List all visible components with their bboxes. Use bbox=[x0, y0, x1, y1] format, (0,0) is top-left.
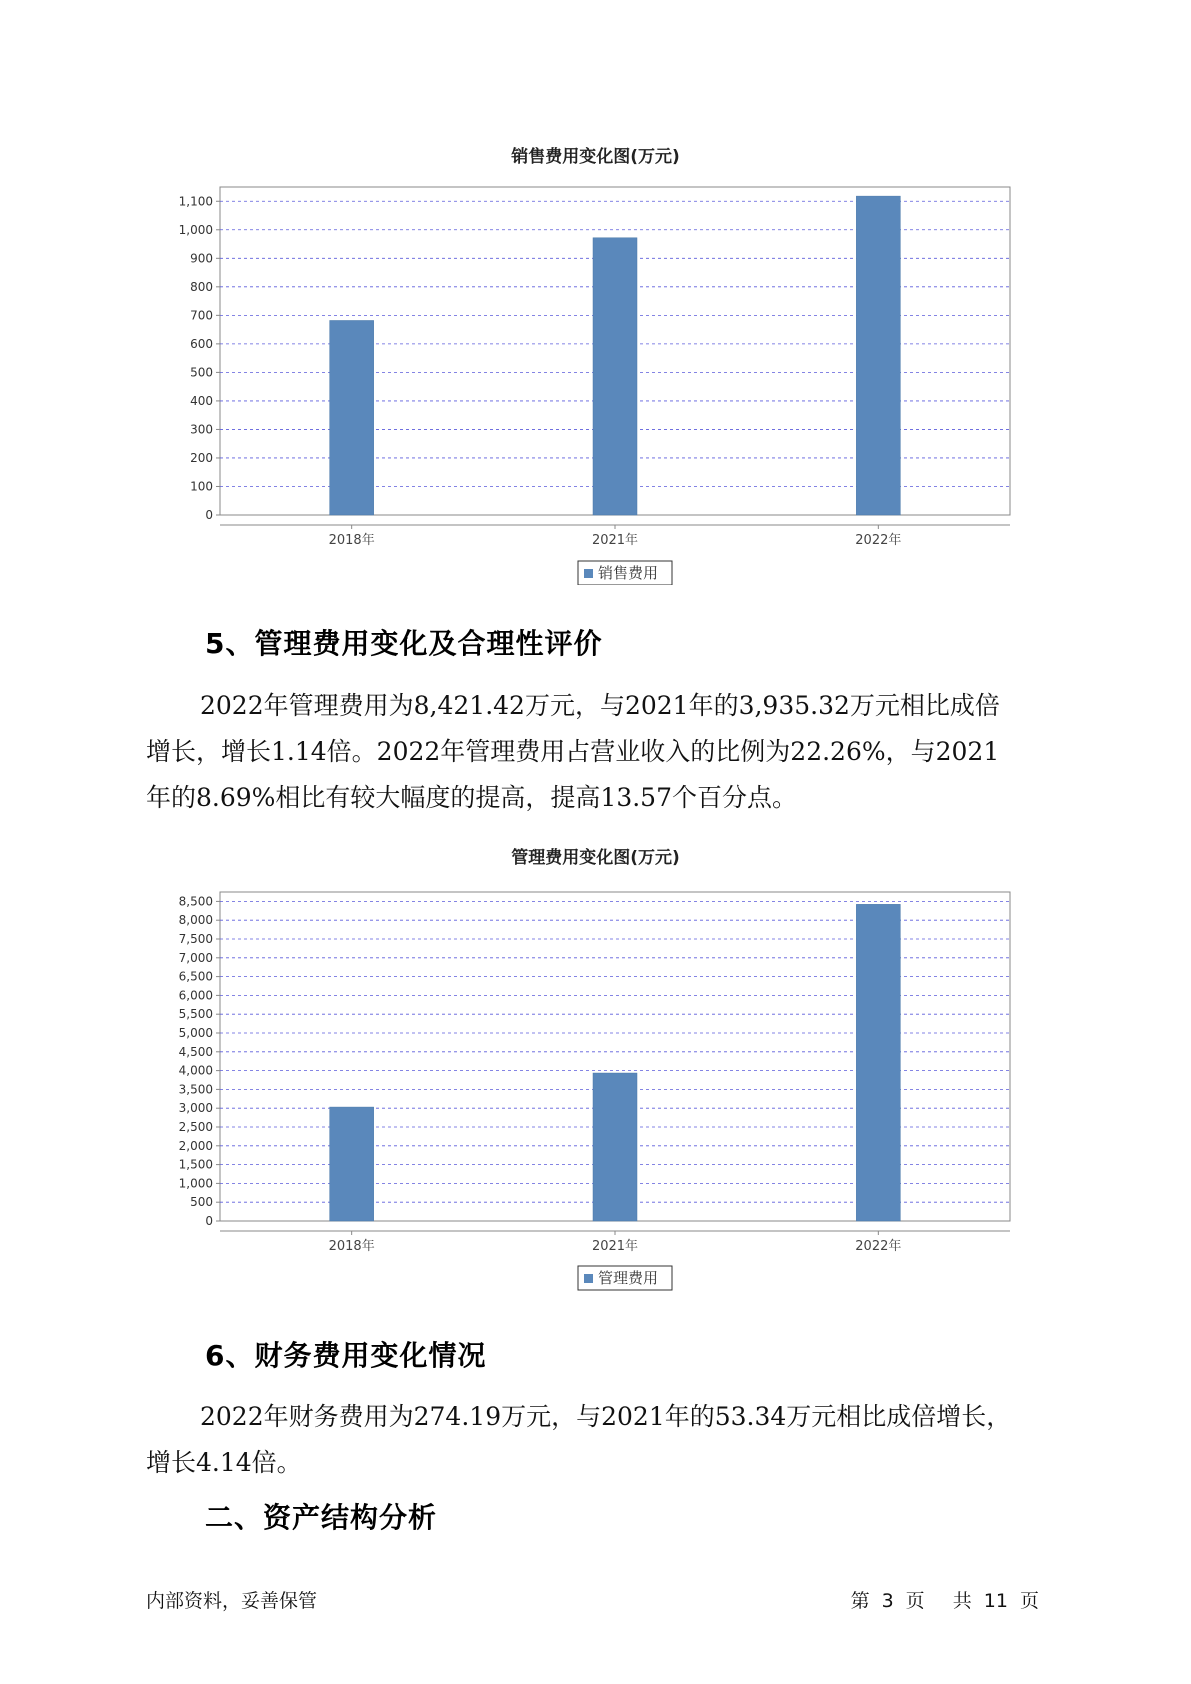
sales-expense-chart bbox=[0, 165, 1191, 585]
y-tick-label: 3,000 bbox=[178, 1101, 213, 1116]
y-tick-label: 1,100 bbox=[178, 194, 213, 209]
x-tick-label: 2022年 bbox=[855, 533, 902, 548]
total-pages: 11 bbox=[983, 1590, 1008, 1612]
y-tick-label: 0 bbox=[205, 508, 213, 522]
paragraph-line: 2022年管理费用为8,421.42万元，与2021年的3,935.32万元相比成倍 bbox=[200, 691, 1000, 720]
y-tick-label: 500 bbox=[190, 365, 213, 380]
bar bbox=[856, 196, 900, 515]
y-tick-label: 600 bbox=[190, 336, 213, 351]
y-tick-label: 8,500 bbox=[178, 894, 213, 909]
sales-chart-title: 销售费用变化图(万元) bbox=[511, 147, 680, 167]
x-tick-label: 2021年 bbox=[591, 533, 639, 548]
y-tick-label: 6,000 bbox=[178, 988, 213, 1003]
admin-chart-title: 管理费用变化图(万元) bbox=[511, 848, 680, 868]
y-tick-label: 6,500 bbox=[178, 969, 213, 984]
y-tick-label: 100 bbox=[190, 479, 213, 494]
paragraph-line: 增长4.14倍。 bbox=[146, 1448, 302, 1477]
x-tick-label: 2018年 bbox=[328, 1239, 375, 1254]
y-tick-label: 400 bbox=[190, 393, 213, 408]
bar bbox=[593, 1073, 637, 1221]
section-two-heading: 二、资产结构分析 bbox=[205, 1501, 438, 1534]
footer-page-info bbox=[845, 1586, 1045, 1613]
bar bbox=[593, 238, 637, 515]
legend-swatch bbox=[584, 569, 593, 578]
y-tick-label: 5,000 bbox=[178, 1026, 213, 1040]
total-word: 页 bbox=[1019, 1590, 1039, 1612]
y-tick-label: 5,500 bbox=[178, 1007, 213, 1022]
page-prefix: 第 bbox=[850, 1590, 870, 1612]
paragraph-line: 年的8.69%相比有较大幅度的提高，提高13.57个百分点。 bbox=[146, 783, 797, 812]
section-6-heading: 6、财务费用变化情况 bbox=[205, 1339, 487, 1372]
y-tick-label: 3,500 bbox=[178, 1082, 213, 1097]
section-6-paragraph bbox=[146, 1394, 1046, 1486]
paragraph-line: 增长，增长1.14倍。2022年管理费用占营业收入的比例为22.26%，与2021 bbox=[146, 737, 1000, 766]
total-prefix: 共 bbox=[952, 1590, 972, 1612]
y-tick-label: 7,500 bbox=[178, 932, 213, 946]
y-tick-label: 1,500 bbox=[178, 1157, 213, 1172]
legend-label: 销售费用 bbox=[598, 564, 659, 582]
y-tick-label: 2,500 bbox=[178, 1120, 213, 1134]
x-tick-label: 2022年 bbox=[855, 1239, 902, 1254]
bar bbox=[330, 1107, 374, 1221]
y-tick-label: 0 bbox=[205, 1214, 213, 1228]
section-5-paragraph bbox=[146, 683, 1046, 821]
y-tick-label: 7,000 bbox=[178, 950, 213, 965]
footer-confidential: 内部资料，妥善保管 bbox=[146, 1590, 318, 1612]
y-tick-label: 900 bbox=[190, 251, 213, 266]
y-tick-label: 4,500 bbox=[178, 1044, 213, 1059]
bar bbox=[856, 904, 900, 1221]
y-tick-label: 700 bbox=[190, 308, 213, 323]
page-word: 页 bbox=[905, 1590, 925, 1612]
y-tick-label: 4,000 bbox=[178, 1063, 213, 1078]
page-number: 3 bbox=[881, 1590, 894, 1612]
y-tick-label: 200 bbox=[190, 450, 213, 465]
x-tick-label: 2021年 bbox=[591, 1239, 639, 1254]
x-tick-label: 2018年 bbox=[328, 533, 375, 548]
legend-swatch bbox=[584, 1274, 593, 1283]
legend bbox=[578, 561, 672, 585]
y-tick-label: 500 bbox=[190, 1195, 213, 1210]
section-5-heading: 5、管理费用变化及合理性评价 bbox=[205, 627, 603, 660]
y-tick-label: 8,000 bbox=[178, 913, 213, 928]
legend-label: 管理费用 bbox=[598, 1269, 659, 1287]
y-tick-label: 1,000 bbox=[178, 1176, 213, 1191]
y-tick-label: 2,000 bbox=[178, 1138, 213, 1153]
y-tick-label: 1,000 bbox=[178, 222, 213, 237]
y-tick-label: 300 bbox=[190, 422, 213, 437]
admin-expense-chart bbox=[0, 866, 1191, 1306]
paragraph-line: 2022年财务费用为274.19万元，与2021年的53.34万元相比成倍增长， bbox=[200, 1402, 1012, 1431]
bar bbox=[330, 320, 374, 515]
y-tick-label: 800 bbox=[190, 279, 213, 294]
legend bbox=[578, 1266, 672, 1290]
